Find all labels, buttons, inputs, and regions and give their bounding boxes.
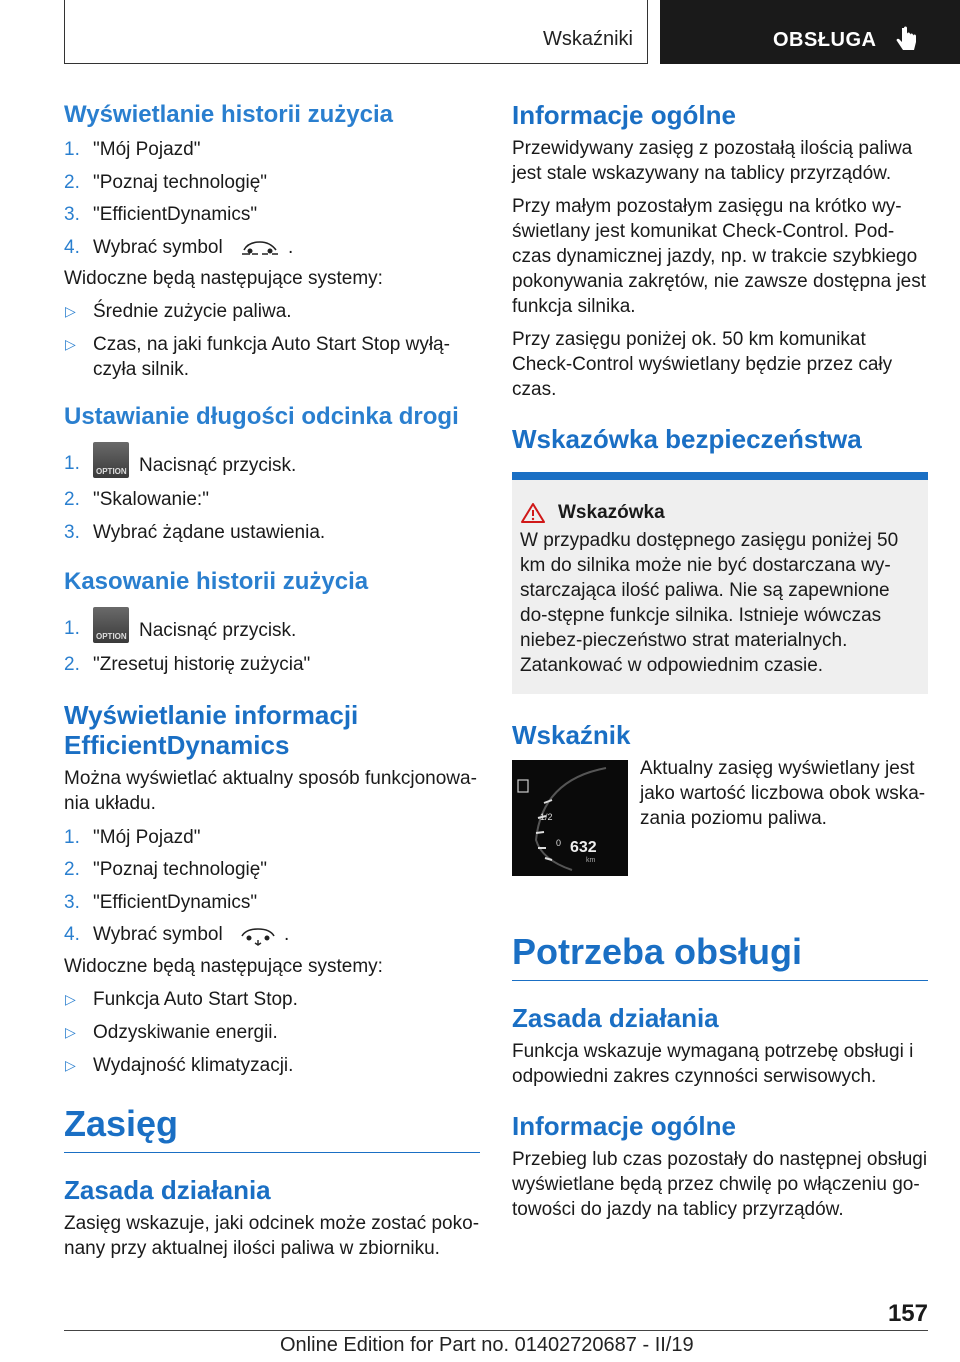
section-tab-label: Wskaźniki — [542, 28, 633, 50]
service-principle-heading: Zasada działania — [512, 1003, 719, 1033]
step-suffix: . — [283, 924, 290, 945]
step-number: 1. — [64, 826, 80, 848]
bullet-text: Średnie zużycie paliwa. — [93, 301, 292, 322]
step-text: "Zresetuj historię zużycia" — [93, 654, 311, 675]
step-number: 3. — [64, 891, 80, 913]
warning-title-text: Wskazówka — [558, 502, 665, 523]
service-title: Potrzeba obsługi — [512, 930, 928, 981]
step-text: Nacisnąć przycisk. — [139, 455, 297, 477]
footer-divider — [64, 1330, 928, 1331]
list-item — [64, 484, 480, 517]
list-item — [64, 854, 480, 887]
list-item — [64, 232, 480, 265]
car-efficiency-icon — [238, 924, 278, 946]
bullet-text: Czas, na jaki funkcja Auto Start Stop wyłą-czyła silnik. — [93, 334, 450, 380]
list-item — [64, 1020, 480, 1045]
triangle-bullet-icon: ▷ — [65, 1023, 76, 1040]
safety-heading: Wskazówka bezpieczeństwa — [512, 424, 862, 454]
general-p3: Przy zasięgu poniżej ok. 50 km komunikat Check-Control wyświetlany będzie przez cały czas. — [512, 329, 893, 400]
list-item — [64, 649, 480, 682]
gauge-half-label: 1/2 — [540, 812, 553, 822]
service-principle-text: Funkcja wskazuje wymaganą potrzebę obsługi i odpowiedni zakres czynności serwisowych. — [512, 1041, 914, 1087]
step-text: Wybrać symbol — [93, 236, 223, 258]
indicator-heading: Wskaźnik — [512, 720, 631, 750]
range-principle-heading: Zasada działania — [64, 1174, 271, 1205]
footer-edition: Online Edition for Part no. 01402720687 - II/19 — [280, 1334, 694, 1356]
warning-box — [512, 472, 928, 694]
bullet-text: Wydajność klimatyzacji. — [93, 1054, 294, 1076]
list-item — [64, 822, 480, 855]
gauge-range-value: 632 — [570, 839, 597, 856]
right-column — [512, 100, 928, 1222]
ed-systems — [64, 987, 480, 1078]
list-item — [64, 199, 480, 232]
range-title: Zasięg — [64, 1102, 480, 1153]
reset-steps — [64, 613, 480, 682]
list-item — [64, 448, 480, 484]
list-item — [64, 134, 480, 167]
history-steps — [64, 134, 480, 264]
route-steps — [64, 448, 480, 549]
option-button-icon — [93, 442, 129, 478]
option-button-icon — [93, 607, 129, 643]
history-systems-intro: Widoczne będą następujące systemy: — [64, 268, 383, 289]
indicator-text: Aktualny zasięg wyświetlany jest jako wartość liczbowa obok wska-zania poziomu paliwa. — [640, 758, 926, 829]
left-column — [64, 100, 480, 1261]
ed-steps — [64, 822, 480, 952]
service-general-heading: Informacje ogólne — [512, 1111, 736, 1141]
header-chapter-tab — [660, 0, 960, 64]
step-text: Wybrać żądane ustawienia. — [93, 521, 326, 543]
header-section-tab — [64, 0, 648, 64]
step-text: Nacisnąć przycisk. — [139, 620, 297, 642]
step-number: 1. — [64, 618, 80, 639]
indicator-block — [512, 760, 928, 890]
list-item — [64, 987, 480, 1012]
warning-title — [520, 502, 920, 524]
gauge-zero-label: 0 — [556, 838, 562, 848]
step-number: 4. — [64, 924, 80, 945]
step-number: 2. — [64, 489, 80, 510]
reset-heading: Kasowanie historii zużycia — [64, 568, 369, 595]
triangle-bullet-icon: ▷ — [65, 990, 76, 1007]
chapter-tab-label: OBSŁUGA — [773, 29, 877, 51]
triangle-bullet-icon: ▷ — [65, 1056, 76, 1073]
warning-text: W przypadku dostępnego zasięgu poniżej 50 km do silnika może nie być dostarczana wy-starczająca ilość paliwa. Nie są zapewnione do-stępne funkcje silnika. Istnieje wówczas niebez-pieczeństwo strat materialnych. Zatankować w odpowiednim czasie. — [520, 530, 899, 676]
step-number: 1. — [64, 139, 80, 160]
list-item — [64, 332, 480, 382]
list-item — [64, 299, 480, 324]
step-number: 3. — [64, 204, 80, 225]
step-number: 4. — [64, 236, 80, 258]
step-text: "Poznaj technologię" — [93, 171, 268, 193]
range-principle-text: Zasięg wskazuje, jaki odcinek może zostać poko-nany przy aktualnej ilości paliwa w zbiorniku. — [64, 1212, 480, 1259]
page-number: 157 — [887, 1300, 928, 1327]
step-text: "Skalowanie:" — [93, 489, 209, 510]
triangle-bullet-icon: ▷ — [65, 336, 76, 352]
fuel-gauge-image — [512, 760, 628, 876]
ed-intro: Można wyświetlać aktualny sposób funkcjonowa-nia układu. — [64, 767, 477, 814]
service-general-text: Przebieg lub czas pozostały do następnej obsługi wyświetlane będą przez chwilę po włączeniu go-towości do jazdy na tablicy przyrządów. — [512, 1149, 928, 1220]
step-text: "EfficientDynamics" — [93, 204, 258, 225]
list-item — [64, 517, 480, 550]
ed-heading: Wyświetlanie informacji EfficientDynamics — [64, 699, 359, 760]
step-text: Wybrać symbol — [93, 924, 223, 945]
warning-triangle-icon — [520, 502, 546, 524]
step-number: 2. — [64, 171, 80, 193]
step-number: 1. — [64, 453, 80, 474]
history-systems — [64, 299, 480, 382]
general-p2: Przy małym pozostałym zasięgu na krótko wy-świetlany jest komunikat Check-Control. Pod-czas dynamicznej jazdy, np. w trakcie szybkiego pokonywania zakrętów, nie zawsze dostępna jest funkcja silnika. — [512, 196, 927, 317]
step-suffix: . — [287, 236, 294, 258]
step-number: 3. — [64, 521, 80, 543]
gauge-unit: km — [586, 857, 596, 864]
triangle-bullet-icon: ▷ — [65, 303, 76, 319]
car-consumption-icon — [238, 236, 282, 258]
list-item — [64, 167, 480, 200]
list-item — [64, 887, 480, 920]
step-number: 2. — [64, 859, 80, 880]
list-item — [64, 1053, 480, 1078]
bullet-text: Funkcja Auto Start Stop. — [93, 988, 298, 1010]
step-text: "Mój Pojazd" — [93, 139, 201, 160]
list-item — [64, 919, 480, 952]
step-text: "EfficientDynamics" — [93, 891, 258, 913]
list-item — [64, 613, 480, 649]
step-number: 2. — [64, 654, 80, 675]
step-text: "Poznaj technologię" — [93, 859, 268, 880]
general-heading: Informacje ogólne — [512, 100, 736, 130]
general-p1: Przewidywany zasięg z pozostałą ilością paliwa jest stale wskazywany na tablicy przyrządów. — [512, 138, 913, 184]
route-heading: Ustawianie długości odcinka drogi — [64, 403, 459, 430]
ed-systems-intro: Widoczne będą następujące systemy: — [64, 955, 383, 977]
history-heading: Wyświetlanie historii zużycia — [64, 101, 393, 128]
hand-pointer-icon — [896, 26, 918, 54]
bullet-text: Odzyskiwanie energii. — [93, 1021, 278, 1043]
step-text: "Mój Pojazd" — [93, 826, 201, 848]
